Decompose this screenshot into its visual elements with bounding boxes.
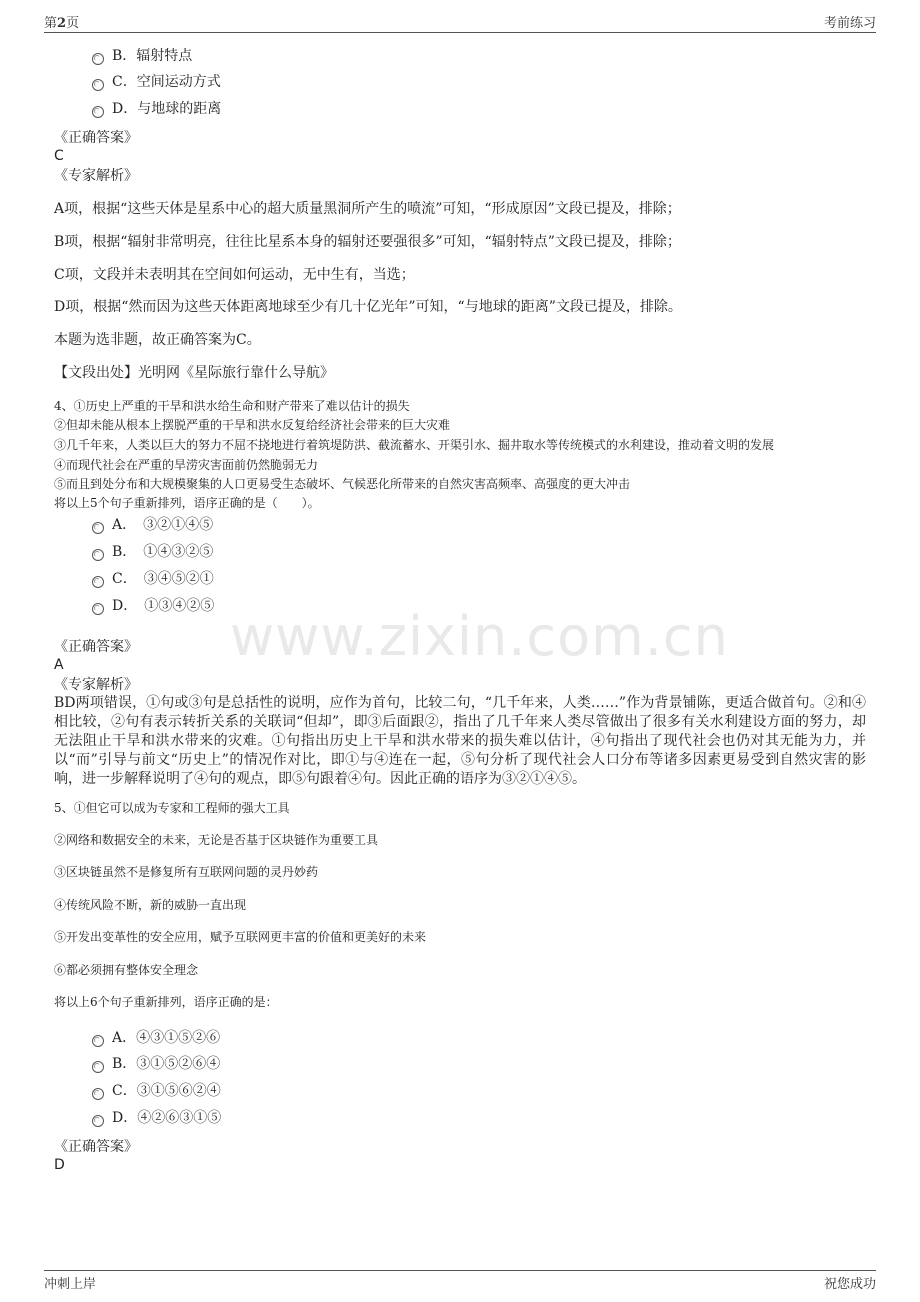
option-radio[interactable]: D．与地球的距离	[92, 99, 221, 119]
analysis-label: 《专家解析》	[54, 168, 138, 184]
option-radio[interactable]: B．③①⑤②⑥④	[92, 1054, 220, 1074]
radio-icon[interactable]	[92, 53, 104, 65]
analysis-line: D项，根据“然而因为这些天体距离地球至少有几十亿光年”可知，“与地球的距离”文段已提及，排除。	[54, 299, 682, 315]
question-sentence: ⑥都必须拥有整体安全理念	[54, 963, 199, 977]
radio-icon[interactable]	[92, 549, 104, 561]
analysis-line: B项，根据“辐射非常明亮，往往比星系本身的辐射还要强很多”可知，“辐射特点”文段已提及，排除；	[54, 234, 681, 250]
option-radio[interactable]: A． ③②①④⑤	[92, 515, 213, 535]
radio-icon[interactable]	[92, 522, 104, 534]
answer-label: 《正确答案》	[54, 1139, 138, 1155]
option-radio[interactable]: A．④③①⑤②⑥	[92, 1028, 220, 1048]
answer-value: C	[54, 148, 64, 164]
option-radio[interactable]: C．③①⑤⑥②④	[92, 1081, 221, 1101]
question-stem: 4、①历史上严重的干旱和洪水给生命和财产带来了难以估计的损失	[54, 399, 410, 413]
radio-icon[interactable]	[92, 1088, 104, 1100]
answer-value: A	[54, 657, 64, 673]
page-number: 第2页	[44, 16, 80, 31]
option-radio[interactable]: B． ①④③②⑤	[92, 542, 213, 562]
radio-icon[interactable]	[92, 106, 104, 118]
question-sentence: ②网络和数据安全的未来，无论是否基于区块链作为重要工具	[54, 833, 379, 847]
question-stem: 5、①但它可以成为专家和工程师的强大工具	[54, 801, 290, 815]
radio-icon[interactable]	[92, 1035, 104, 1047]
footer-right: 祝您成功	[823, 1277, 876, 1292]
radio-icon[interactable]	[92, 603, 104, 615]
source-line: 【文段出处】光明网《星际旅行靠什么导航》	[54, 365, 334, 381]
analysis-line: 本题为选非题，故正确答案为C。	[54, 332, 261, 348]
analysis-paragraph: BD两项错误，①句或③句是总括性的说明，应作为首句，比较二句，“几千年来，人类……”作为背景铺陈，更适合做首句。②和④相比较，②句有表示转折关系的关联词“但却”，即③后面跟②，指出了几千年来人类尽管做出了很多有关水利建设方面的努力，却无法阻止干旱和洪水带来的灾难。①句指出历史上干旱和洪水带来的损失难以估计，④句指出了现代社会也仍对其无能为力，并以“而”引导与前文“历史上”的情况作对比，即①与④连在一起，⑤句分析了现代社会人口分布等诸多因素更易受到自然灾害的影响，进一步解释说明了④句的观点，即⑤句跟着④句。因此正确的语序为③②①④⑤。	[54, 695, 866, 787]
analysis-line: A项，根据“这些天体是星系中心的超大质量黑洞所产生的喷流”可知，“形成原因”文段已提及，排除；	[54, 201, 681, 217]
option-radio[interactable]: C．空间运动方式	[92, 72, 221, 92]
question-sentence: ③区块链虽然不是修复所有互联网问题的灵丹妙药	[54, 865, 319, 879]
question-sentence: ④传统风险不断，新的威胁一直出现	[54, 898, 247, 912]
radio-icon[interactable]	[92, 1115, 104, 1127]
radio-icon[interactable]	[92, 576, 104, 588]
question-sentence: ⑤开发出变革性的安全应用，赋予互联网更丰富的价值和更美好的未来	[54, 930, 427, 944]
analysis-line: C项，文段并未表明其在空间如何运动，无中生有，当选；	[54, 267, 415, 283]
page-header	[44, 12, 876, 33]
question-prompt: 将以上5个句子重新排列，语序正确的是（ ）。	[54, 496, 320, 510]
option-radio[interactable]: D．④②⑥③①⑤	[92, 1108, 221, 1128]
question-sentence: ⑤而且到处分布和大规模聚集的人口更易受生态破坏、气候恶化所带来的自然灾害高频率、高强度的更大冲击	[54, 477, 631, 491]
question-sentence: ②但却未能从根本上摆脱严重的干旱和洪水反复给经济社会带来的巨大灾难	[54, 418, 451, 432]
radio-icon[interactable]	[92, 79, 104, 91]
answer-label: 《正确答案》	[54, 639, 138, 655]
option-radio[interactable]: C． ③④⑤②①	[92, 569, 214, 589]
watermark: www.zixin.com.cn	[230, 605, 729, 668]
answer-label: 《正确答案》	[54, 130, 138, 146]
question-prompt: 将以上6个句子重新排列，语序正确的是：	[54, 995, 278, 1009]
analysis-label: 《专家解析》	[54, 677, 138, 693]
option-radio[interactable]: D． ①③④②⑤	[92, 596, 214, 616]
question-sentence: ③几千年来，人类以巨大的努力不屈不挠地进行着筑堤防洪、截流蓄水、开渠引水、掘井取水等传统模式的水利建设，推动着文明的发展	[54, 438, 775, 452]
radio-icon[interactable]	[92, 1061, 104, 1073]
footer-left: 冲刺上岸	[44, 1277, 97, 1292]
page-footer	[44, 1270, 876, 1291]
option-radio[interactable]: B．辐射特点	[92, 46, 192, 66]
question-sentence: ④而现代社会在严重的旱涝灾害面前仍然脆弱无力	[54, 458, 319, 472]
header-title: 考前练习	[823, 16, 876, 31]
answer-value: D	[54, 1157, 65, 1173]
